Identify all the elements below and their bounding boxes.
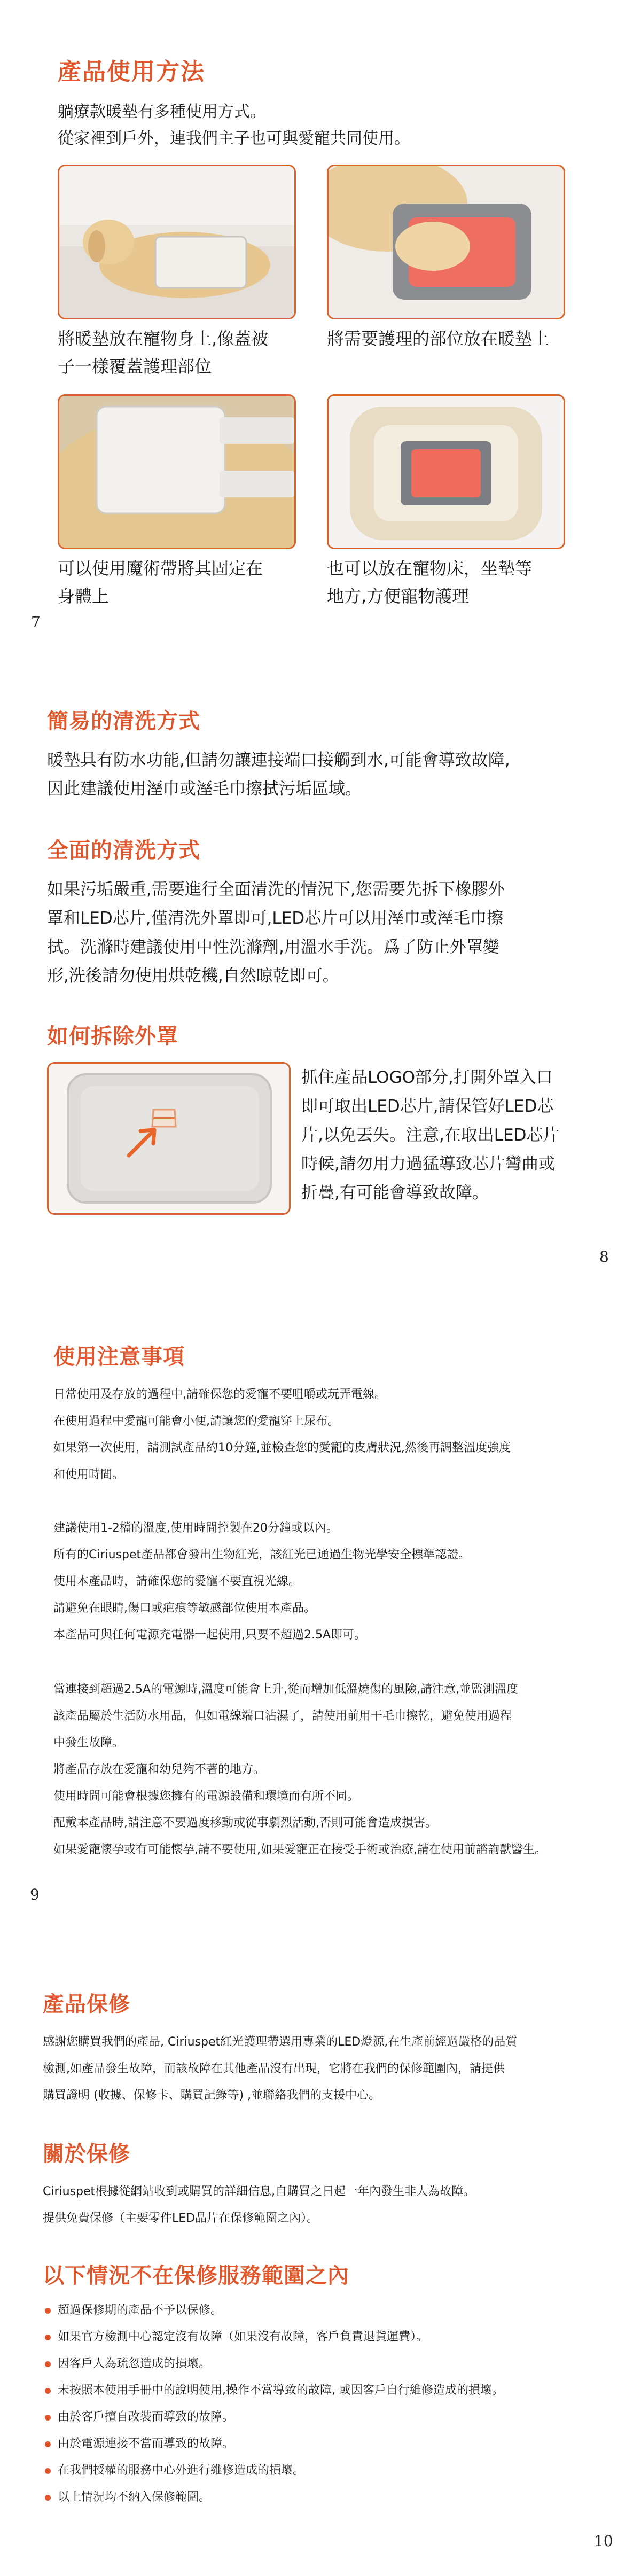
caption-paw-on-pad: 將需要護理的部位放在暖墊上 [327, 329, 550, 349]
warranty-line: 購買證明 (收據、保修卡、購買記錄等) ,並聯絡我們的支援中心。 [43, 2089, 381, 2102]
precautions-group-a [53, 1381, 620, 1488]
caption-dog-covered-1: 將暖墊放在寵物身上,像蓋被 [58, 329, 269, 349]
about-warranty-heading: 關於保修 [43, 2142, 130, 2166]
about-warranty-line: Ciriuspet根據從網站收到或購買的詳細信息,自購買之日起一年內發生非人為故障。 [43, 2185, 475, 2198]
clean-full-line-3: 拭。洗滌時建議使用中性洗滌劑,用溫水手洗。爲了防止外罩變 [47, 938, 499, 957]
warranty-text [43, 2029, 630, 2109]
clean-simple-heading: 簡易的清洗方式 [47, 709, 200, 733]
list-item: 在我們授權的服務中心外進行維修造成的損壞。 [43, 2457, 630, 2484]
about-warranty-line: 提供免費保修（主要零件LED晶片在保修範圍之內）。 [43, 2212, 319, 2225]
caption-dog-covered-2: 子一樣覆蓋護理部位 [58, 356, 212, 377]
usage-intro-line-1: 躺療款暖墊有多種使用方式。 [58, 103, 266, 121]
remove-cover-line-3: 片,以免丟失。注意,在取出LED芯片 [301, 1126, 560, 1145]
precaution-line: 在使用過程中愛寵可能會小便,請讓您的愛寵穿上尿布。 [53, 1415, 339, 1428]
caption-pad-on-bed-1: 也可以放在寵物床，坐墊等 [327, 558, 533, 579]
clean-full-line-2: 罩和LED芯片,僅清洗外罩即可,LED芯片可以用溼巾或溼毛巾擦 [47, 909, 504, 928]
remove-cover-line-2: 即可取出LED芯片,請保管好LED芯 [301, 1097, 554, 1116]
photo-strapped-pad [58, 394, 296, 549]
page-number-10: 10 [594, 2532, 613, 2550]
clean-full-heading: 全面的清洗方式 [47, 838, 200, 863]
remove-cover-line-5: 折疊,有可能會導致故障。 [301, 1183, 489, 1203]
page-number-7: 7 [31, 613, 41, 631]
precaution-line: 中發生故障。 [53, 1736, 124, 1750]
photo-dog-covered [58, 165, 296, 319]
warranty-line: 檢測,如產品發生故障，而該故障在其他產品沒有出現，它將在我們的保修範圍內，請提供 [43, 2062, 505, 2075]
precaution-line: 將產品存放在愛寵和幼兒夠不著的地方。 [53, 1763, 265, 1776]
remove-cover-line-4: 時候,請勿用力過猛導致芯片彎曲或 [301, 1154, 555, 1174]
clean-simple-line-2: 因此建議使用溼巾或溼毛巾擦拭污垢區域。 [47, 779, 362, 799]
precaution-line: 當連接到超過2.5A的電源時,溫度可能會上升,從而增加低溫燒傷的風險,請注意,並監測溫度 [53, 1683, 519, 1696]
precaution-line: 所有的Ciriuspet產品都會發出生物紅光，該紅光已通過生物光學安全標準認證。 [53, 1548, 471, 1562]
caption-pad-on-bed-2: 地方,方便寵物護理 [327, 586, 470, 606]
remove-cover-line-1: 抓住產品LOGO部分,打開外罩入口 [301, 1068, 553, 1087]
page-number-8: 8 [599, 1248, 609, 1266]
precautions-heading: 使用注意事項 [53, 1345, 185, 1369]
precaution-line: 該產品屬於生活防水用品，但如電線端口沾濕了，請使用前用干毛巾擦乾，避免使用過程 [53, 1709, 512, 1723]
list-item: 因客戶人為疏忽造成的損壞。 [43, 2351, 630, 2377]
clean-full-line-1: 如果污垢嚴重,需要進行全面清洗的情況下,您需要先拆下橡膠外 [47, 880, 505, 899]
photo-paw-on-pad [327, 165, 565, 319]
about-warranty-text [43, 2179, 630, 2232]
precautions-group-c [53, 1676, 630, 1863]
caption-strapped-pad-2: 身體上 [58, 586, 110, 606]
precaution-line: 配戴本產品時,請注意不要過度移動或從事劇烈活動,否則可能會造成損害。 [53, 1816, 437, 1830]
list-item: 以上情況均不納入保修範圍。 [43, 2484, 630, 2511]
remove-cover-heading: 如何拆除外罩 [47, 1024, 178, 1049]
warranty-line: 感謝您購買我們的產品, Ciriuspet紅光護理帶選用專業的LED燈源,在生產前經過嚴格的品質 [43, 2035, 518, 2049]
list-item: 未按照本使用手冊中的說明使用,操作不當導致的故障, 或因客戶自行維修造成的損壞。 [43, 2377, 630, 2404]
usage-heading: 產品使用方法 [58, 58, 205, 85]
precaution-line: 建議使用1-2檔的溫度,使用時間控製在20分鐘或以內。 [53, 1521, 338, 1535]
list-item: 如果官方檢測中心認定沒有故障（如果沒有故障，客戶負責退貨運費）。 [43, 2324, 630, 2351]
precautions-group-b [53, 1515, 620, 1649]
precaution-line: 請避免在眼睛,傷口或疤痕等敏感部位使用本產品。 [53, 1602, 316, 1615]
warranty-heading: 產品保修 [43, 1992, 130, 2017]
list-item: 由於電源連接不當而導致的故障。 [43, 2431, 630, 2457]
clean-full-line-4: 形,洗後請勿使用烘乾機,自然晾乾即可。 [47, 966, 339, 986]
photo-pad-on-bed [327, 394, 565, 549]
precaution-line: 日常使用及存放的過程中,請確保您的愛寵不要咀嚼或玩弄電線。 [53, 1388, 386, 1401]
precaution-line: 使用時間可能會根據您擁有的電源設備和環境而有所不同。 [53, 1790, 359, 1803]
precaution-line: 如果第一次使用，請測試產品約10分鐘,並檢查您的愛寵的皮膚狀況,然後再調整溫度強度 [53, 1441, 511, 1455]
clean-simple-line-1: 暖墊具有防水功能,但請勿讓連接端口接觸到水,可能會導致故障, [47, 751, 510, 770]
precaution-line: 本產品可與任何電源充電器一起使用,只要不超過2.5A即可。 [53, 1628, 366, 1642]
precaution-line: 和使用時間。 [53, 1468, 124, 1481]
exclusions-heading: 以下情況不在保修服務範圍之內 [43, 2263, 349, 2288]
usage-intro-line-2: 從家裡到戶外，連我們主子也可與愛寵共同使用。 [58, 129, 410, 148]
list-item: 由於客戶擅自改裝而導致的故障。 [43, 2404, 630, 2431]
precaution-line: 如果愛寵懷孕或有可能懷孕,請不要使用,如果愛寵正在接受手術或治療,請在使用前諮詢獸醫生。 [53, 1843, 546, 1856]
caption-strapped-pad-1: 可以使用魔術帶將其固定在 [58, 558, 263, 579]
page-number-9: 9 [30, 1886, 40, 1903]
exclusions-list [43, 2297, 630, 2511]
photo-remove-cover [47, 1062, 291, 1215]
list-item: 超過保修期的產品不予以保修。 [43, 2297, 630, 2324]
precaution-line: 使用本產品時，請確保您的愛寵不要直視光線。 [53, 1575, 301, 1588]
